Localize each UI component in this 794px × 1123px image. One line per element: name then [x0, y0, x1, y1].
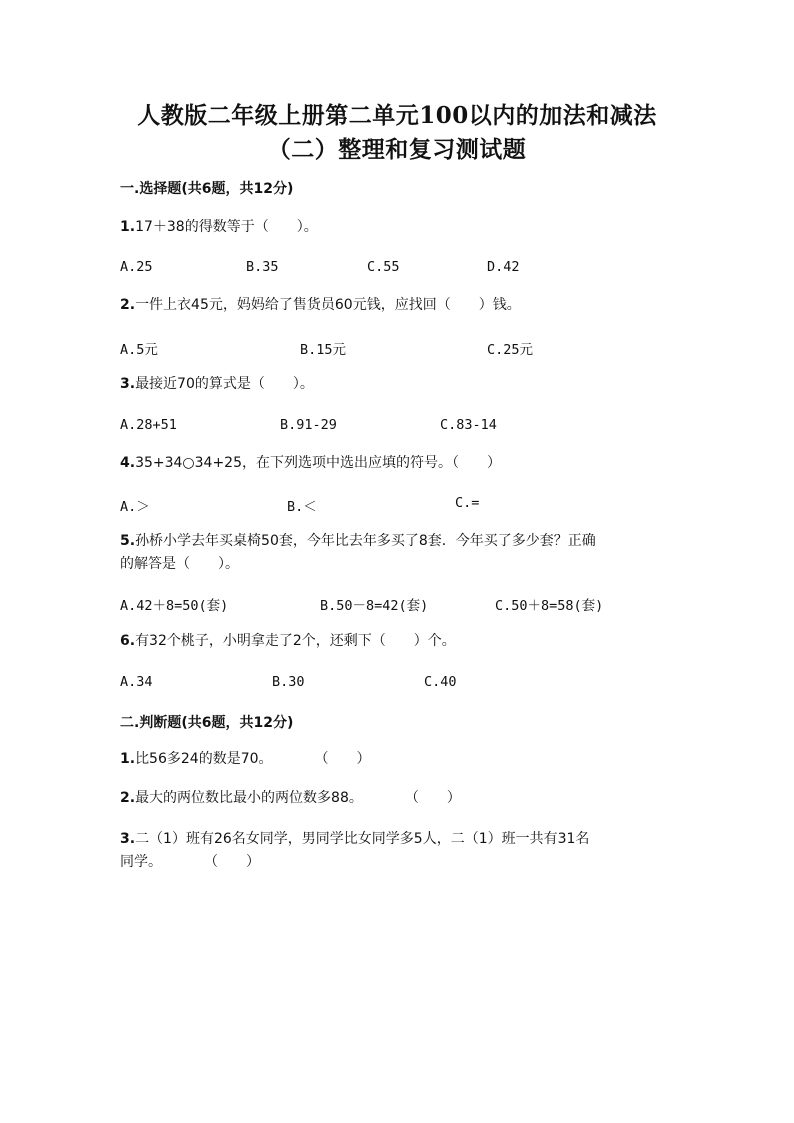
- question-number: 3.: [120, 376, 136, 392]
- question-number: 2.: [120, 297, 136, 313]
- option-b: B.50－8=42(套): [320, 598, 429, 614]
- question-text: 35+34○34+25，在下列选项中选出应填的符号。（ ）: [135, 455, 501, 471]
- question-number: 3.: [120, 831, 136, 847]
- question-5: [120, 530, 680, 576]
- judgement-question-1: [120, 748, 680, 771]
- option-c: C.=: [455, 495, 480, 511]
- question-text: 一件上衣45元，妈妈给了售货员60元钱，应找回（ ）钱。: [135, 297, 521, 313]
- option-b: B.35: [246, 259, 279, 275]
- question-4: [120, 452, 680, 475]
- option-a: A.28+51: [120, 417, 177, 433]
- option-a: A.5元: [120, 342, 158, 358]
- question-text: 比56多24的数是70。 （ ）: [135, 751, 371, 767]
- option-a: A.34: [120, 674, 153, 690]
- question-text-continued: 的解答是（ ）。: [120, 556, 239, 572]
- question-text: 17＋38的得数等于（ ）。: [135, 219, 318, 235]
- option-b: B.30: [272, 674, 305, 690]
- option-c: C.83-14: [440, 417, 497, 433]
- question-text: 二（1）班有26名女同学，男同学比女同学多5人，二（1）班一共有31名: [135, 831, 590, 847]
- judgement-question-3: [120, 828, 680, 874]
- option-a: A.＞: [120, 499, 150, 515]
- judgement-question-2: [120, 787, 680, 810]
- question-text-continued: 同学。 （ ）: [120, 854, 260, 870]
- question-number: 1.: [120, 219, 136, 235]
- question-text: 孙桥小学去年买桌椅50套，今年比去年多买了8套．今年买了多少套？正确: [135, 533, 596, 549]
- option-c: C.25元: [487, 342, 534, 358]
- page-title-line-2: （二）整理和复习测试题: [267, 136, 527, 163]
- option-d: D.42: [487, 259, 520, 275]
- question-text: 有32个桃子，小明拿走了2个，还剩下（ ）个。: [135, 633, 456, 649]
- option-b: B.91-29: [280, 417, 337, 433]
- question-2: [120, 294, 680, 317]
- option-b: B.＜: [287, 499, 317, 515]
- option-c: C.40: [424, 674, 457, 690]
- question-number: 5.: [120, 533, 136, 549]
- option-b: B.15元: [300, 342, 347, 358]
- question-text: 最大的两位数比最小的两位数多88。 （ ）: [135, 790, 461, 806]
- page-title-line-1: 人教版二年级上册第二单元100以内的加法和减法: [137, 102, 657, 129]
- question-1: [120, 216, 680, 239]
- question-number: 2.: [120, 790, 136, 806]
- question-number: 1.: [120, 751, 136, 767]
- option-c: C.55: [367, 259, 400, 275]
- section-heading-judgement: 二.判断题(共6题，共12分): [120, 715, 294, 731]
- section-heading-choice: 一.选择题(共6题，共12分): [120, 181, 294, 197]
- question-text: 最接近70的算式是（ ）。: [135, 376, 314, 392]
- question-number: 6.: [120, 633, 136, 649]
- question-6: [120, 630, 680, 653]
- question-number: 4.: [120, 455, 136, 471]
- question-3: [120, 373, 680, 396]
- option-a: A.42＋8=50(套): [120, 598, 229, 614]
- option-c: C.50＋8=58(套): [495, 598, 604, 614]
- option-a: A.25: [120, 259, 153, 275]
